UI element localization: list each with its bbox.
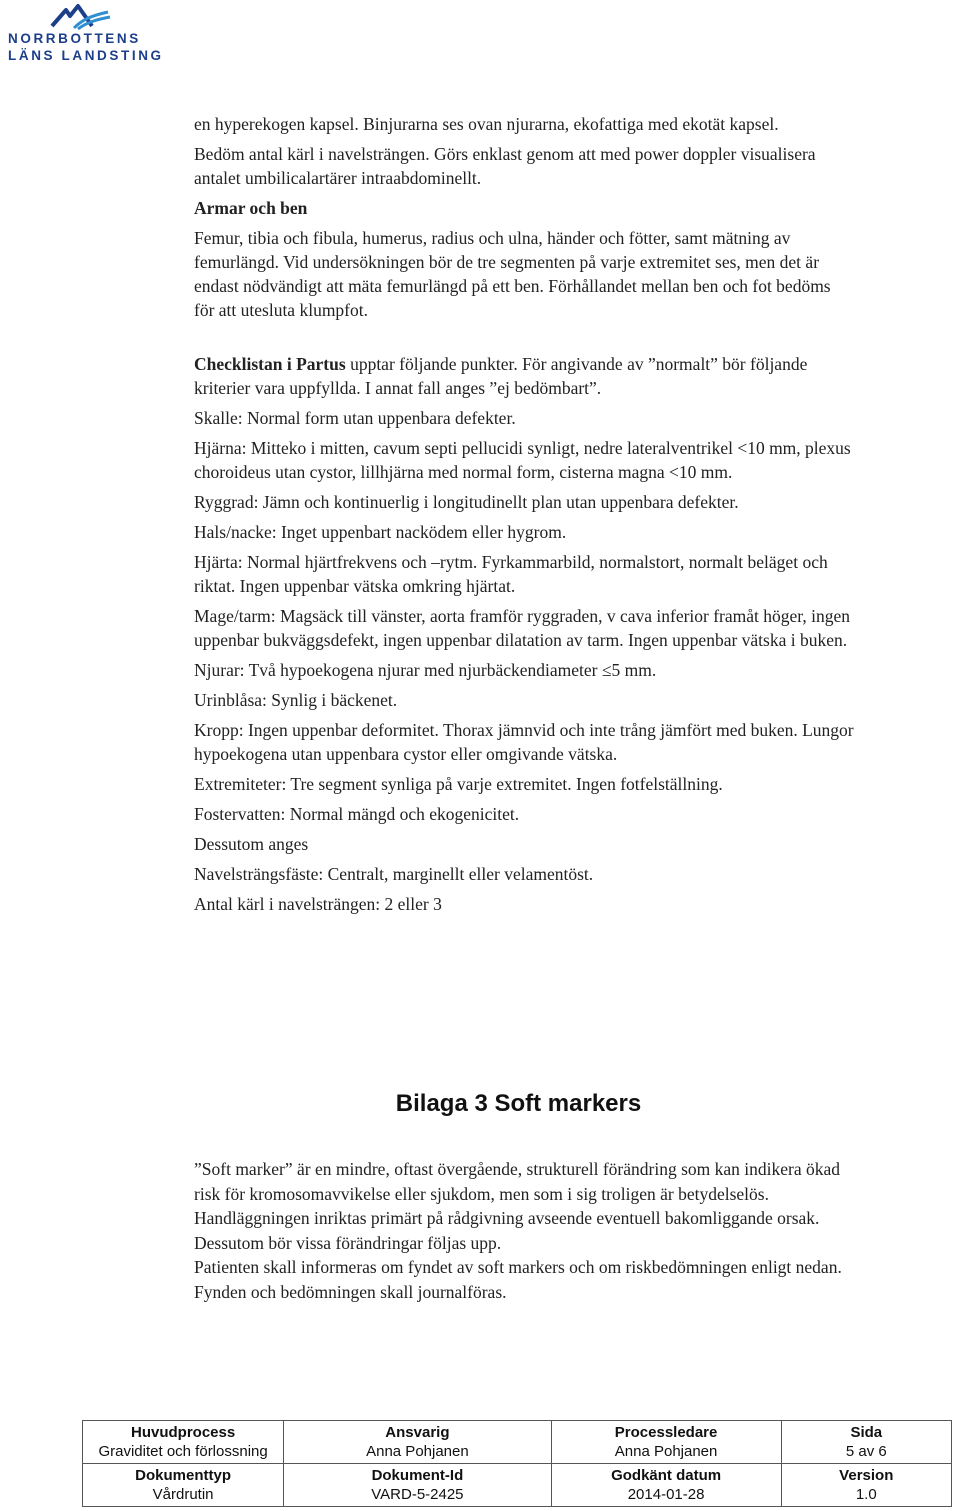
footer-value: 5 av 6 xyxy=(845,1443,887,1460)
footer-cell-version xyxy=(781,1464,951,1507)
paragraph-patient-information: Patienten skall informeras om fyndet av soft markers och om riskbedömningen enligt nedan. Fynden och bedömningen skall journalföras. xyxy=(194,1257,842,1302)
footer-cell-processledare xyxy=(551,1421,781,1464)
item-extremiteter: Extremiteter: Tre segment synliga på varje extremitet. Ingen fotfelställning. xyxy=(194,774,723,794)
footer-label: Godkänt datum xyxy=(611,1467,722,1484)
item-navelstrangsfaste: Navelsträngsfäste: Centralt, marginellt eller velamentöst. xyxy=(194,864,594,884)
footer-value: 2014-01-28 xyxy=(627,1486,705,1503)
document-body xyxy=(194,112,854,916)
item-ryggrad: Ryggrad: Jämn och kontinuerlig i longitudinellt plan utan uppenbara defekter. xyxy=(194,492,739,512)
njurar-text: Njurar: Två hypoekogena njurar med njurbäckendiameter xyxy=(194,660,602,680)
checklist-rest: upptar följande punkter. För angivande av ”normalt” bör följande kriterier vara uppfyllda. I annat fall anges ”ej bedömbart”. xyxy=(194,354,808,398)
item-antal-karl: Antal kärl i navelsträngen: 2 eller 3 xyxy=(194,894,442,914)
item-urinblasa: Urinblåsa: Synlig i bäckenet. xyxy=(194,690,398,710)
paragraph-soft-marker-definition: ”Soft marker” är en mindre, oftast övergående, strukturell förändring som kan indikera ökad risk för kromosomavvikelse eller sjukdom, men som i sig troligen är betydelselös. Handläggningen inriktas primärt på rådgivning avseende eventuell bakomliggande orsak. Dessutom bör vissa förändringar följas upp. xyxy=(194,1159,840,1253)
footer-label: Processledare xyxy=(614,1424,718,1441)
footer-value: Anna Pohjanen xyxy=(614,1443,718,1460)
section-heading: Bilaga 3 Soft markers xyxy=(395,1090,642,1117)
footer-label: Dokumenttyp xyxy=(135,1467,232,1484)
item-fostervatten: Fostervatten: Normal mängd och ekogenicitet. xyxy=(194,804,520,824)
item-njurar xyxy=(194,658,854,682)
paragraph-armar-och-ben: Femur, tibia och fibula, humerus, radius och ulna, händer och fötter, samt mätning av femurlängd. Vid undersökningen bör de tre segmenten på varje extremitet ses, men det är endast nödvändigt att mäta femurlängd på ett ben. Förhållandet mellan ben och fot bedöms för att utesluta klumpfot. xyxy=(194,228,831,320)
paragraph-navelstrang: Bedöm antal kärl i navelsträngen. Görs enklast genom att med power doppler visualisera antalet umbilicalartärer intraabdominellt. xyxy=(194,144,816,188)
subheading-armar-och-ben: Armar och ben xyxy=(194,198,308,218)
njurar-value: 5 mm. xyxy=(611,660,657,680)
footer-row xyxy=(83,1421,952,1464)
item-hjarta: Hjärta: Normal hjärtfrekvens och –rytm. Fyrkammarbild, normalstort, normalt beläget och riktat. Ingen uppenbar vätska omkring hjärtat. xyxy=(194,552,828,596)
footer-cell-huvudprocess xyxy=(83,1421,284,1464)
item-kropp: Kropp: Ingen uppenbar deformitet. Thorax jämnvid och inte trång jämfört med buken. Lungor hypoekogena utan uppenbara cystor eller omgivande vätska. xyxy=(194,720,854,764)
footer-value: 1.0 xyxy=(855,1486,877,1503)
footer-cell-godkant-datum xyxy=(551,1464,781,1507)
footer-cell-dokument-id xyxy=(284,1464,551,1507)
logo-text-line1: NORRBOTTENS xyxy=(8,31,141,46)
footer-label: Huvudprocess xyxy=(131,1424,236,1441)
less-equal-symbol: ≤ xyxy=(601,660,612,680)
item-skalle: Skalle: Normal form utan uppenbara defekter. xyxy=(194,408,516,428)
logo xyxy=(0,0,170,70)
footer-label: Dokument-Id xyxy=(371,1467,464,1484)
footer-value: Anna Pohjanen xyxy=(366,1443,469,1460)
checklist-bold: Checklistan i Partus xyxy=(194,354,346,374)
item-dessutom: Dessutom anges xyxy=(194,834,309,854)
item-hals: Hals/nacke: Inget uppenbart nacködem eller hygrom. xyxy=(194,522,567,542)
paragraph-checklist xyxy=(194,352,854,400)
paragraph-binjurar: en hyperekogen kapsel. Binjurarna ses ovan njurarna, ekofattiga med ekotät kapsel. xyxy=(194,114,779,134)
footer-value: Vårdrutin xyxy=(152,1486,214,1503)
footer-label: Version xyxy=(839,1467,894,1484)
soft-markers-body xyxy=(194,1157,854,1304)
logo-text-line2: LÄNS LANDSTING xyxy=(8,48,164,63)
document-footer-table xyxy=(82,1420,952,1507)
footer-label: Ansvarig xyxy=(385,1424,450,1441)
footer-cell-dokumenttyp xyxy=(83,1464,284,1507)
item-hjarna: Hjärna: Mitteko i mitten, cavum septi pellucidi synligt, nedre lateralventrikel <10 mm, plexus choroideus utan cystor, lillhjärna med normal form, cisterna magna <10 mm. xyxy=(194,438,851,482)
footer-value: VARD-5-2425 xyxy=(371,1486,464,1503)
footer-value: Graviditet och förlossning xyxy=(98,1443,268,1460)
footer-label: Sida xyxy=(850,1424,883,1441)
footer-cell-ansvarig xyxy=(284,1421,551,1464)
item-mage: Mage/tarm: Magsäck till vänster, aorta framför ryggraden, v cava inferior framåt höger, ingen uppenbar bukväggsdefekt, ingen uppenbar dilatation av tarm. Ingen uppenbar vätska i buken. xyxy=(194,606,851,650)
footer-row xyxy=(83,1464,952,1507)
landsting-logo-mark-icon xyxy=(48,2,112,30)
footer-cell-sida xyxy=(781,1421,951,1464)
